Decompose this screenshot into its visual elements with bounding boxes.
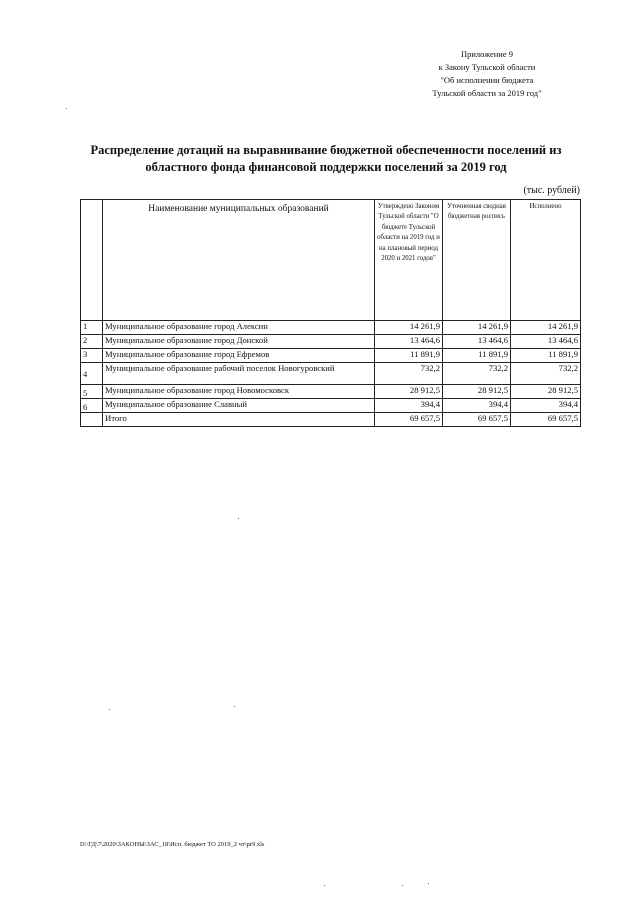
scan-speck [428, 883, 429, 884]
row-name: Муниципальное образование город Алексин [103, 321, 375, 335]
row-index: 5 [81, 385, 103, 399]
row-revised: 28 912,5 [443, 385, 511, 399]
table-row [81, 363, 581, 385]
file-path-footer: D:\ГД\7\2020\ЗАКОНЫ\ЗАС_18\Исп. бюджет ТО 2019_2 чт\pr9.xls [80, 841, 265, 848]
scan-speck [324, 885, 325, 886]
total-index-cell [81, 413, 103, 427]
row-approved: 11 891,9 [375, 349, 443, 363]
scan-speck [238, 518, 239, 519]
units-label: (тыс. рублей) [523, 185, 580, 196]
appendix-line: Приложение 9 [461, 49, 513, 59]
header-name: Наименование муниципальных образований [103, 200, 375, 321]
total-name: Итого [103, 413, 375, 427]
total-revised: 69 657,5 [443, 413, 511, 427]
row-executed: 13 464,6 [511, 335, 581, 349]
appendix-line: Тульской области за 2019 год" [432, 88, 542, 98]
row-approved: 13 464,6 [375, 335, 443, 349]
row-index: 3 [81, 349, 103, 363]
header-revised: Уточненная сводная бюджетная роспись [443, 200, 511, 321]
row-approved: 732,2 [375, 363, 443, 385]
row-executed: 11 891,9 [511, 349, 581, 363]
title-line: областного фонда финансовой поддержки поселений за 2019 год [145, 160, 507, 174]
row-approved: 14 261,9 [375, 321, 443, 335]
appendix-line: к Закону Тульской области [438, 62, 536, 72]
table-header-row [81, 200, 581, 321]
row-executed: 732,2 [511, 363, 581, 385]
row-index: 1 [81, 321, 103, 335]
row-index: 4 [81, 363, 103, 385]
row-name: Муниципальное образование город Новомосковск [103, 385, 375, 399]
row-revised: 13 464,6 [443, 335, 511, 349]
row-revised: 732,2 [443, 363, 511, 385]
row-revised: 394,4 [443, 399, 511, 413]
row-name: Муниципальное образование рабочий поселок Новогуровский [103, 363, 375, 385]
title-line: Распределение дотаций на выравнивание бюджетной обеспеченности поселений из [90, 143, 562, 157]
total-executed: 69 657,5 [511, 413, 581, 427]
table-row [81, 335, 581, 349]
document-title [70, 142, 582, 176]
table-row [81, 321, 581, 335]
header-index-cell [81, 200, 103, 321]
appendix-line: "Об исполнении бюджета [440, 75, 534, 85]
table-row [81, 385, 581, 399]
row-executed: 28 912,5 [511, 385, 581, 399]
row-executed: 394,4 [511, 399, 581, 413]
table-total-row [81, 413, 581, 427]
row-index: 6 [81, 399, 103, 413]
row-executed: 14 261,9 [511, 321, 581, 335]
header-approved: Утверждено Законом Тульской области "О бюджете Тульской области на 2019 год и на плановый период 2020 и 2021 годов" [375, 200, 443, 321]
appendix-note [392, 48, 582, 100]
row-name: Муниципальное образование Славный [103, 399, 375, 413]
total-approved: 69 657,5 [375, 413, 443, 427]
row-revised: 14 261,9 [443, 321, 511, 335]
row-name: Муниципальное образование город Ефремов [103, 349, 375, 363]
row-approved: 28 912,5 [375, 385, 443, 399]
table-row [81, 349, 581, 363]
row-name: Муниципальное образование город Донской [103, 335, 375, 349]
table-row [81, 399, 581, 413]
row-revised: 11 891,9 [443, 349, 511, 363]
scan-speck [109, 709, 110, 710]
header-executed: Исполнено [511, 200, 581, 321]
row-index: 2 [81, 335, 103, 349]
subsidies-table [80, 199, 581, 427]
scan-speck [234, 706, 235, 707]
scan-speck [66, 108, 67, 109]
row-approved: 394,4 [375, 399, 443, 413]
scan-speck [402, 885, 403, 886]
